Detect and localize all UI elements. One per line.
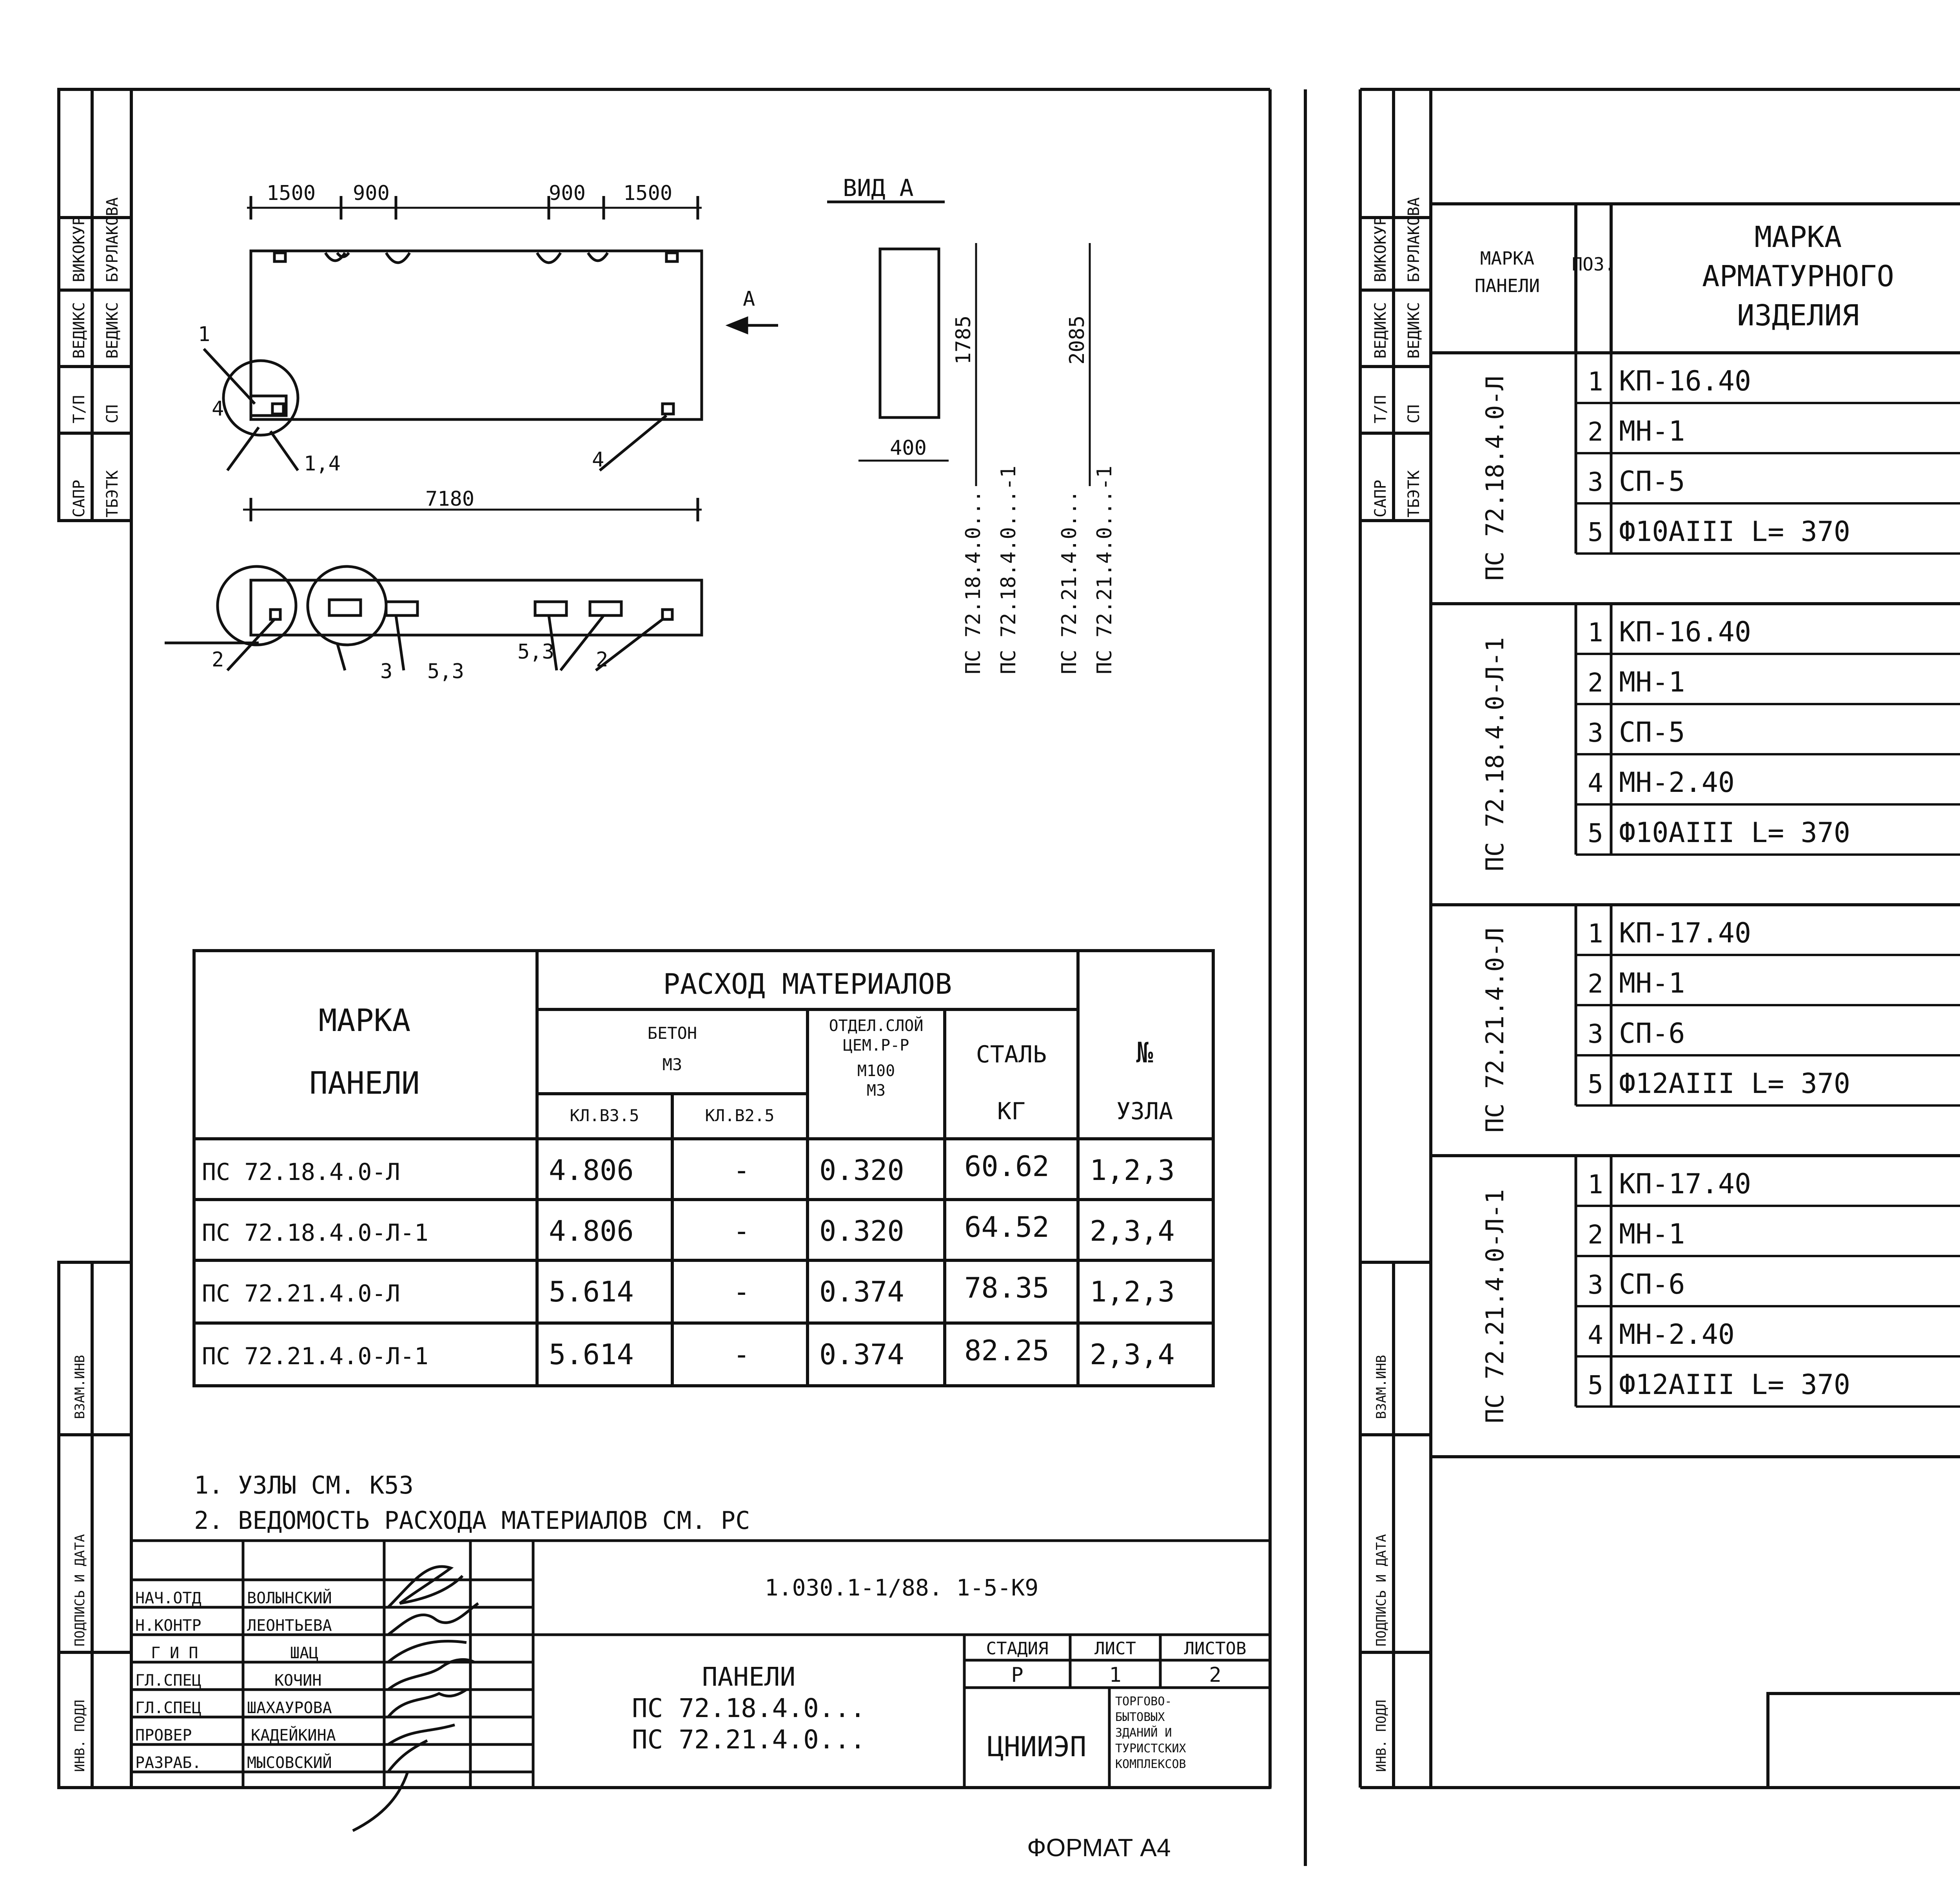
- mat-row-mark: ПС 72.18.4.0-Л-1: [202, 1219, 428, 1247]
- role: РАЗРАБ.: [135, 1754, 201, 1772]
- mat-row-mark: ПС 72.21.4.0-Л: [202, 1280, 400, 1307]
- callout: 2: [596, 648, 608, 672]
- note-2: 2. ВЕДОМОСТЬ РАСХОДА МАТЕРИАЛОВ СМ. РС: [194, 1506, 750, 1535]
- svg-text:ВИКОКУР: ВИКОКУР: [1372, 216, 1390, 282]
- col-finish: ОТДЕЛ.СЛОЙ: [829, 1017, 924, 1035]
- mat-row-finish: 0.320: [819, 1154, 904, 1187]
- svg-text:ИНВ. ПОДЛ: ИНВ. ПОДЛ: [72, 1699, 88, 1772]
- svg-text:СП: СП: [1405, 404, 1423, 423]
- org-sub: ЗДАНИЙ И: [1115, 1726, 1172, 1740]
- cell-pos: 5: [1588, 517, 1603, 547]
- mat-row-steel: 78.35: [964, 1271, 1049, 1304]
- cell-pos: 2: [1588, 1220, 1603, 1250]
- mat-row-finish: 0.320: [819, 1214, 904, 1247]
- dim-label: 1500: [623, 182, 673, 205]
- cell-item: МН-1: [1619, 415, 1685, 447]
- callout: 2: [212, 648, 224, 672]
- panel-mark-vertical: ПС 72.18.4.0...: [962, 490, 985, 674]
- mat-row-c2: -: [733, 1154, 750, 1187]
- svg-text:ВИКОКУР: ВИКОКУР: [70, 216, 88, 282]
- mat-row-node: 2,3,4: [1090, 1214, 1175, 1247]
- col-steel: СТАЛЬ: [976, 1041, 1047, 1068]
- callout: 5,3: [427, 660, 464, 683]
- role: НАЧ.ОТД: [135, 1589, 201, 1607]
- stage-label: СТАДИЯ: [986, 1639, 1049, 1659]
- right-sheet: [1309, 0, 1960, 1895]
- panel-mark-vertical: ПС 72.18.4.0...-1: [997, 465, 1020, 674]
- cell-item: КП-16.40: [1619, 616, 1751, 648]
- cell-item: КП-17.40: [1619, 1168, 1751, 1200]
- svg-text:ВЕДИКС: ВЕДИКС: [1372, 302, 1390, 359]
- svg-text:М3: М3: [866, 1082, 886, 1100]
- col-group: РАСХОД МАТЕРИАЛОВ: [663, 967, 952, 1000]
- mat-row-steel: 64.52: [964, 1211, 1049, 1243]
- svg-text:Т/П: Т/П: [1372, 395, 1390, 423]
- col-pos: ПОЗ.: [1572, 254, 1615, 275]
- svg-text:ВЗАМ.ИНВ: ВЗАМ.ИНВ: [1374, 1355, 1389, 1419]
- cell-pos: 4: [1588, 1320, 1603, 1350]
- sheets-value: 2: [1209, 1663, 1221, 1687]
- cell-pos: 3: [1588, 718, 1603, 748]
- mat-row-node: 1,2,3: [1090, 1154, 1175, 1187]
- svg-text:М100: М100: [857, 1062, 895, 1080]
- col-mark: ПАНЕЛИ: [1474, 275, 1540, 296]
- svg-text:М3: М3: [662, 1055, 682, 1074]
- cell-pos: 1: [1588, 367, 1603, 397]
- cell-item: МН-1: [1619, 1218, 1685, 1250]
- mat-row-node: 2,3,4: [1090, 1338, 1175, 1371]
- mat-row-mark: ПС 72.18.4.0-Л: [202, 1158, 400, 1186]
- panel-mark: ПС 72.21.4.0-Л-1: [1481, 1189, 1509, 1423]
- cell-pos: 1: [1588, 1169, 1603, 1200]
- callout: 1,4: [304, 452, 341, 476]
- callout: 3: [380, 660, 393, 683]
- svg-text:ТБЭТК: ТБЭТК: [1405, 470, 1423, 517]
- cell-item: Ф12АIII L= 370: [1619, 1067, 1851, 1100]
- col-node: №: [1136, 1036, 1153, 1069]
- person: МЫСОВСКИЙ: [247, 1754, 332, 1772]
- svg-text:ВЗАМ.ИНВ: ВЗАМ.ИНВ: [72, 1355, 88, 1419]
- overall-length: 7180: [425, 487, 475, 511]
- person: ШАХАУРОВА: [247, 1699, 332, 1717]
- mat-row-c2: -: [733, 1275, 750, 1308]
- sheets-label: ЛИСТОВ: [1184, 1639, 1247, 1659]
- dim-label: 1500: [267, 182, 316, 205]
- cell-pos: 5: [1588, 1370, 1603, 1400]
- person: ШАЦ: [290, 1644, 319, 1662]
- note-1: 1. УЗЛЫ СМ. К53: [194, 1471, 414, 1499]
- svg-text:ИНВ. ПОДЛ: ИНВ. ПОДЛ: [1374, 1699, 1389, 1772]
- svg-text:Т/П: Т/П: [70, 395, 88, 423]
- cell-pos: 2: [1588, 668, 1603, 698]
- cell-item: МН-1: [1619, 666, 1685, 698]
- sheet-value: 1: [1109, 1663, 1122, 1687]
- dim-width: 400: [890, 436, 927, 460]
- cell-pos: 1: [1588, 918, 1603, 949]
- col-mark: МАРКА: [1480, 248, 1535, 269]
- mat-row-c1: 5.614: [549, 1275, 634, 1308]
- role: ПРОВЕР: [135, 1726, 192, 1744]
- svg-text:ВЕДИКС: ВЕДИКС: [103, 302, 122, 359]
- cell-pos: 3: [1588, 467, 1603, 497]
- cell-item: КП-17.40: [1619, 917, 1751, 949]
- cell-item: Ф10АIII L= 370: [1619, 817, 1851, 849]
- callout: 4: [212, 397, 224, 421]
- cell-pos: 3: [1588, 1019, 1603, 1049]
- col-item: МАРКА: [1754, 220, 1842, 254]
- svg-text:ВЕДИКС: ВЕДИКС: [1405, 302, 1423, 359]
- panel-mark-vertical: ПС 72.21.4.0...-1: [1093, 465, 1116, 674]
- person: ВОЛЫНСКИЙ: [247, 1589, 332, 1607]
- col-steel-unit: КГ: [997, 1098, 1026, 1125]
- doc-code: 1.030.1-1/88. 1-5-К9: [764, 1574, 1039, 1601]
- reinforcement-table: [1431, 204, 1960, 1457]
- callout: 5,3: [517, 640, 554, 664]
- org-name: ЦНИИЭП: [987, 1731, 1087, 1763]
- org-sub: КОМПЛЕКСОВ: [1115, 1757, 1186, 1771]
- col-cl2: КЛ.В2.5: [705, 1106, 775, 1125]
- col-node-unit: УЗЛА: [1116, 1098, 1173, 1125]
- org-sub: ТУРИСТСКИХ: [1115, 1742, 1186, 1755]
- mat-row-c1: 5.614: [549, 1338, 634, 1371]
- svg-text:ПОДПИСЬ И ДАТА: ПОДПИСЬ И ДАТА: [72, 1534, 88, 1646]
- cell-pos: 2: [1588, 417, 1603, 447]
- arrow-label: А: [743, 287, 755, 311]
- org-sub: ТОРГОВО-: [1115, 1695, 1172, 1708]
- person: ЛЕОНТЬЕВА: [247, 1617, 332, 1635]
- format-label: ФОРМАТ А4: [1027, 1833, 1171, 1862]
- title-line-3: ПС 72.21.4.0...: [632, 1724, 866, 1755]
- cell-item: МН-1: [1619, 967, 1685, 999]
- role: ГЛ.СПЕЦ: [135, 1672, 201, 1690]
- mat-row-finish: 0.374: [819, 1338, 904, 1371]
- title-line-2: ПС 72.18.4.0...: [632, 1693, 866, 1723]
- panel-mark: ПС 72.21.4.0-Л: [1481, 928, 1509, 1133]
- mat-row-c1: 4.806: [549, 1154, 634, 1187]
- col-item: ИЗДЕЛИЯ: [1737, 299, 1859, 332]
- cell-pos: 5: [1588, 1069, 1603, 1099]
- cell-item: СП-6: [1619, 1017, 1685, 1049]
- cell-item: МН-2.40: [1619, 766, 1735, 799]
- callout: 4: [592, 448, 604, 472]
- svg-text:САПР: САПР: [1372, 479, 1390, 517]
- stamp-text: САПР: [70, 479, 88, 517]
- svg-text:ЦЕМ.Р-Р: ЦЕМ.Р-Р: [843, 1036, 909, 1055]
- mat-row-c2: -: [733, 1214, 750, 1247]
- cell-item: Ф12АIII L= 370: [1619, 1369, 1851, 1401]
- cell-pos: 2: [1588, 969, 1603, 999]
- col-mark-2: ПАНЕЛИ: [309, 1066, 420, 1101]
- panel-mark-vertical: ПС 72.21.4.0...: [1058, 490, 1081, 674]
- panel-plan-drawing: [165, 196, 1090, 670]
- panel-mark: ПС 72.18.4.0-Л-1: [1481, 637, 1509, 871]
- view-label: ВИД А: [843, 174, 914, 202]
- dim-height: 1785: [952, 315, 975, 365]
- svg-text:БУРЛАКОВА: БУРЛАКОВА: [103, 197, 122, 282]
- role: Н.КОНТР: [135, 1617, 201, 1635]
- dim-label: 900: [353, 182, 390, 205]
- dim-height: 2085: [1065, 315, 1089, 365]
- cell-item: СП-6: [1619, 1268, 1685, 1300]
- person: КОЧИН: [274, 1672, 322, 1690]
- mat-row-node: 1,2,3: [1090, 1275, 1175, 1308]
- mat-row-c1: 4.806: [549, 1214, 634, 1247]
- role: Г И П: [151, 1644, 198, 1662]
- cell-item: Ф10АIII L= 370: [1619, 515, 1851, 548]
- col-mark-1: МАРКА: [318, 1003, 411, 1038]
- cell-item: СП-5: [1619, 716, 1685, 748]
- col-cl1: КЛ.В3.5: [570, 1106, 639, 1125]
- org-sub: БЫТОВЫХ: [1115, 1710, 1165, 1724]
- mat-row-c2: -: [733, 1338, 750, 1371]
- cell-pos: 4: [1588, 768, 1603, 798]
- mat-row-steel: 82.25: [964, 1334, 1049, 1367]
- panel-mark: ПС 72.18.4.0-Л: [1481, 376, 1509, 581]
- title-line-1: ПАНЕЛИ: [702, 1662, 796, 1692]
- sheet-label: ЛИСТ: [1094, 1639, 1136, 1659]
- stage-value: Р: [1011, 1663, 1024, 1687]
- mat-row-mark: ПС 72.21.4.0-Л-1: [202, 1343, 428, 1370]
- svg-text:ВЕДИКС: ВЕДИКС: [70, 302, 88, 359]
- svg-text:СП: СП: [103, 404, 122, 423]
- svg-text:ТБЭТК: ТБЭТК: [103, 470, 122, 517]
- role: ГЛ.СПЕЦ: [135, 1699, 201, 1717]
- col-concrete: БЕТОН: [647, 1024, 697, 1043]
- dim-label: 900: [549, 182, 586, 205]
- cell-item: СП-5: [1619, 465, 1685, 497]
- cell-pos: 3: [1588, 1270, 1603, 1300]
- callout: 1: [198, 323, 211, 346]
- cell-pos: 5: [1588, 818, 1603, 848]
- mat-row-finish: 0.374: [819, 1275, 904, 1308]
- person: КАДЕЙКИНА: [251, 1726, 336, 1744]
- mat-row-steel: 60.62: [964, 1150, 1049, 1183]
- col-item: АРМАТУРНОГО: [1702, 260, 1895, 293]
- cell-pos: 1: [1588, 617, 1603, 648]
- cell-item: КП-16.40: [1619, 365, 1751, 397]
- svg-text:ПОДПИСЬ И ДАТА: ПОДПИСЬ И ДАТА: [1374, 1534, 1389, 1646]
- svg-text:БУРЛАКОВА: БУРЛАКОВА: [1405, 197, 1423, 282]
- cell-item: МН-2.40: [1619, 1318, 1735, 1350]
